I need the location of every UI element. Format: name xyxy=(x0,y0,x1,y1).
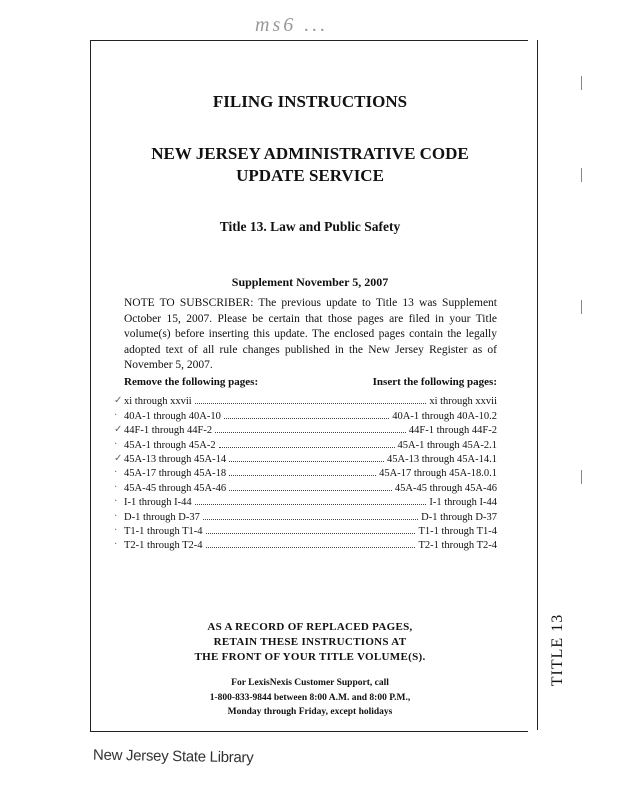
leader-dots xyxy=(206,547,416,548)
remove-pages: 45A-13 through 45A-14 xyxy=(124,453,227,465)
record-line-3: THE FRONT OF YOUR TITLE VOLUME(S). xyxy=(194,651,426,663)
remove-pages: 44F-1 through 44F-2 xyxy=(124,425,213,437)
record-line-2: RETAIN THESE INSTRUCTIONS AT xyxy=(213,636,407,648)
code-title xyxy=(100,143,520,187)
insert-pages: D-1 through D-37 xyxy=(421,511,497,523)
support-line-1: For LexisNexis Customer Support, call xyxy=(231,678,389,688)
support-line-2: 1-800-833-9844 between 8:00 A.M. and 8:00 P.M., xyxy=(209,692,411,703)
leader-dots xyxy=(224,418,389,419)
code-title-line-2: UPDATE SERVICE xyxy=(236,166,384,185)
insert-pages: 45A-13 through 45A-14.1 xyxy=(387,453,497,465)
subscriber-note: NOTE TO SUBSCRIBER: The previous update to Title 13 was Supplement October 15, 2007. Please be certain that those pages are filed in your Title volume(s) before inserting this update. The enclosed pages contain the legally adopted text of all rule changes published in the New Jersey Register as of November 5, 2007. xyxy=(124,297,497,371)
list-item xyxy=(114,479,497,494)
title-subject: Title 13. Law and Public Safety xyxy=(219,219,401,234)
checkmark-icon: · xyxy=(114,481,118,493)
tab-tick-mark xyxy=(581,470,582,484)
list-item xyxy=(114,393,497,408)
side-title-label: TITLE 13 xyxy=(549,613,566,687)
checkmark-icon: · xyxy=(114,409,118,421)
checkmark-icon: · xyxy=(114,467,118,479)
checkmark-icon: · xyxy=(114,496,118,508)
list-item xyxy=(114,508,497,523)
list-item xyxy=(114,494,497,509)
insert-pages: xi through xxvii xyxy=(429,396,497,408)
remove-pages: 45A-17 through 45A-18 xyxy=(124,468,227,480)
remove-pages: 45A-45 through 45A-46 xyxy=(124,482,227,494)
checkmark-icon: ✓ xyxy=(114,395,123,407)
remove-pages: 45A-1 through 45A-2 xyxy=(124,439,216,451)
list-item xyxy=(114,436,497,451)
insert-pages: 45A-45 through 45A-46 xyxy=(394,482,497,494)
tab-tick-mark xyxy=(581,76,582,90)
leader-dots xyxy=(229,475,376,476)
leader-dots xyxy=(203,519,418,520)
checkmark-icon: · xyxy=(114,539,118,551)
remove-pages: T1-1 through T1-4 xyxy=(124,525,203,537)
remove-column-heading: Remove the following pages: xyxy=(124,376,259,388)
insert-pages: I-1 through I-44 xyxy=(429,497,497,509)
remove-pages: D-1 through D-37 xyxy=(124,511,200,523)
list-item xyxy=(114,407,497,422)
checkmark-icon: · xyxy=(114,438,118,450)
record-line-1: AS A RECORD OF REPLACED PAGES, xyxy=(207,621,413,633)
leader-dots xyxy=(206,533,416,534)
checkmark-icon: ✓ xyxy=(114,452,123,464)
page-title: FILING INSTRUCTIONS xyxy=(212,92,408,111)
list-item xyxy=(114,465,497,480)
remove-pages: T2-1 through T2-4 xyxy=(124,540,203,552)
list-item xyxy=(114,523,497,537)
checkmark-icon: · xyxy=(114,510,118,522)
remove-pages: 40A-1 through 40A-10 xyxy=(124,410,221,422)
library-stamp: New Jersey State Library xyxy=(92,746,254,767)
code-title-line-1: NEW JERSEY ADMINISTRATIVE CODE xyxy=(151,144,469,163)
leader-dots xyxy=(229,461,384,462)
leader-dots xyxy=(219,447,395,448)
list-item xyxy=(114,422,497,437)
leader-dots xyxy=(215,432,406,433)
checkmark-icon: ✓ xyxy=(114,424,123,436)
record-instructions xyxy=(100,620,520,665)
remove-pages: I-1 through I-44 xyxy=(124,497,192,509)
list-item xyxy=(114,451,497,465)
leader-dots xyxy=(195,403,427,404)
supplement-date: Supplement November 5, 2007 xyxy=(231,275,389,289)
leader-dots xyxy=(195,504,427,505)
customer-support xyxy=(100,676,520,720)
support-line-3: Monday through Friday, except holidays xyxy=(227,707,393,717)
remove-pages: xi through xxvii xyxy=(124,396,192,408)
page-list xyxy=(114,393,497,552)
checkmark-icon: · xyxy=(114,524,118,536)
insert-pages: 40A-1 through 40A-10.2 xyxy=(392,410,497,422)
tab-tick-mark xyxy=(581,168,582,182)
handwritten-scribble: ms6 ... xyxy=(255,14,329,36)
insert-pages: T1-1 through T1-4 xyxy=(418,525,497,537)
insert-pages: 45A-17 through 45A-18.0.1 xyxy=(379,468,497,480)
leader-dots xyxy=(229,490,392,491)
tab-tick-mark xyxy=(581,300,582,314)
list-item xyxy=(114,537,497,552)
insert-pages: 44F-1 through 44F-2 xyxy=(408,425,497,437)
side-title-tab xyxy=(542,600,574,700)
insert-pages: T2-1 through T2-4 xyxy=(418,540,497,552)
insert-pages: 45A-1 through 45A-2.1 xyxy=(397,439,497,451)
tab-divider-line xyxy=(537,40,538,730)
insert-column-heading: Insert the following pages: xyxy=(372,376,497,388)
